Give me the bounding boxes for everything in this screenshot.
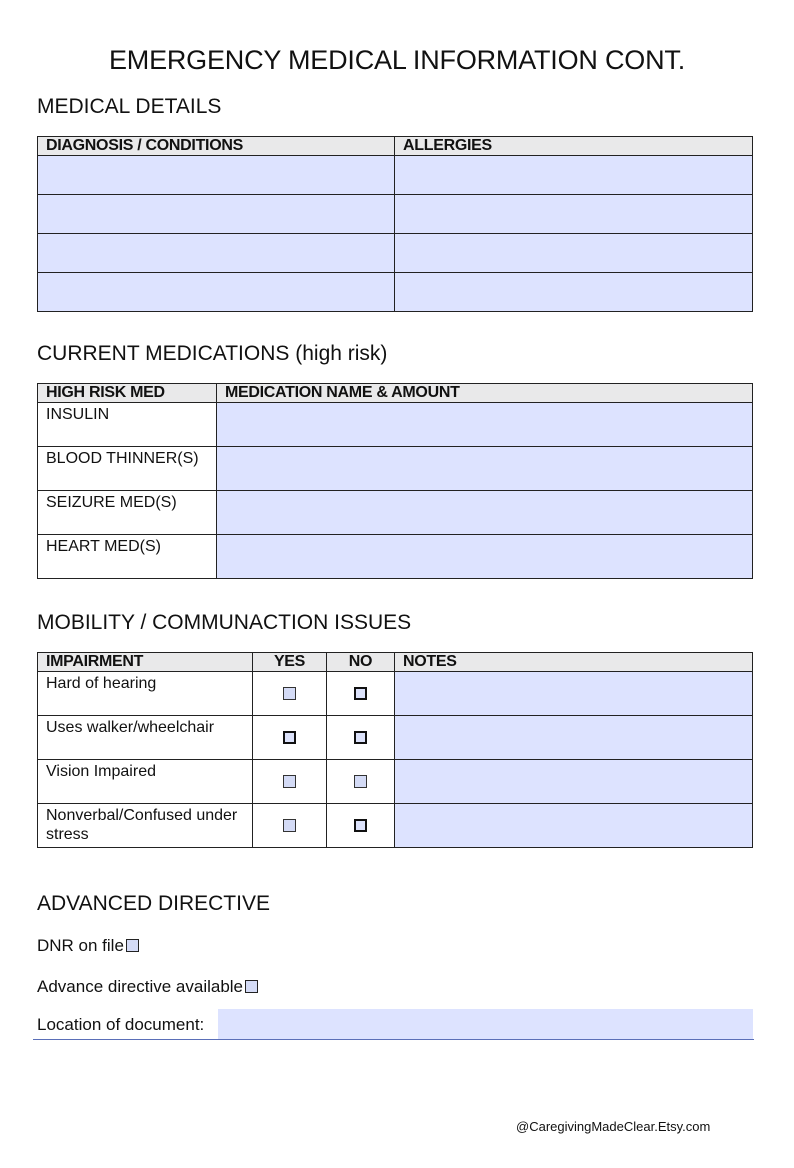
mobility-heading: MOBILITY / COMMUNACTION ISSUES bbox=[37, 611, 412, 634]
diagnosis-field[interactable] bbox=[38, 195, 395, 234]
no-checkbox[interactable] bbox=[354, 687, 367, 700]
column-header-impairment: IMPAIRMENT bbox=[38, 653, 253, 672]
location-field[interactable] bbox=[218, 1009, 753, 1039]
dnr-row bbox=[37, 936, 139, 956]
column-header-no: NO bbox=[327, 653, 395, 672]
impairment-label: Vision Impaired bbox=[38, 760, 253, 804]
allergies-field[interactable] bbox=[395, 234, 753, 273]
allergies-field[interactable] bbox=[395, 156, 753, 195]
column-header-notes: NOTES bbox=[395, 653, 753, 672]
medical-details-heading: MEDICAL DETAILS bbox=[37, 95, 222, 118]
notes-field[interactable] bbox=[395, 716, 753, 760]
diagnosis-field[interactable] bbox=[38, 273, 395, 312]
column-header-diagnosis: DIAGNOSIS / CONDITIONS bbox=[38, 137, 395, 156]
impairment-label: Uses walker/wheelchair bbox=[38, 716, 253, 760]
impairment-label: Nonverbal/Confused under stress bbox=[38, 804, 253, 848]
notes-field[interactable] bbox=[395, 804, 753, 848]
allergies-field[interactable] bbox=[395, 195, 753, 234]
med-row-label: BLOOD THINNER(S) bbox=[38, 447, 217, 491]
medical-details-table bbox=[37, 136, 753, 312]
no-checkbox[interactable] bbox=[354, 775, 367, 788]
location-underline bbox=[33, 1039, 754, 1040]
mobility-table bbox=[37, 652, 753, 848]
medication-field[interactable] bbox=[217, 491, 753, 535]
directive-available-label: Advance directive available bbox=[37, 977, 244, 996]
med-row-label: SEIZURE MED(S) bbox=[38, 491, 217, 535]
medications-heading: CURRENT MEDICATIONS (high risk) bbox=[37, 342, 388, 365]
impairment-label: Hard of hearing bbox=[38, 672, 253, 716]
yes-checkbox[interactable] bbox=[283, 731, 296, 744]
yes-checkbox[interactable] bbox=[283, 819, 296, 832]
medications-table bbox=[37, 383, 753, 579]
notes-field[interactable] bbox=[395, 672, 753, 716]
directive-available-row bbox=[37, 977, 258, 997]
yes-checkbox[interactable] bbox=[283, 775, 296, 788]
column-header-yes: YES bbox=[253, 653, 327, 672]
medication-field[interactable] bbox=[217, 403, 753, 447]
yes-checkbox[interactable] bbox=[283, 687, 296, 700]
notes-field[interactable] bbox=[395, 760, 753, 804]
page-title: EMERGENCY MEDICAL INFORMATION CONT. bbox=[108, 45, 686, 75]
med-row-label: INSULIN bbox=[38, 403, 217, 447]
column-header-allergies: ALLERGIES bbox=[395, 137, 753, 156]
location-label: Location of document: bbox=[37, 1015, 205, 1034]
diagnosis-field[interactable] bbox=[38, 234, 395, 273]
allergies-field[interactable] bbox=[395, 273, 753, 312]
diagnosis-field[interactable] bbox=[38, 156, 395, 195]
medication-field[interactable] bbox=[217, 535, 753, 579]
no-checkbox[interactable] bbox=[354, 819, 367, 832]
med-row-label: HEART MED(S) bbox=[38, 535, 217, 579]
directive-heading: ADVANCED DIRECTIVE bbox=[37, 892, 270, 915]
dnr-checkbox[interactable] bbox=[126, 939, 139, 952]
column-header-medication-name: MEDICATION NAME & AMOUNT bbox=[217, 384, 753, 403]
column-header-high-risk-med: HIGH RISK MED bbox=[38, 384, 217, 403]
footer-credit: @CaregivingMadeClear.Etsy.com bbox=[516, 1119, 711, 1134]
no-checkbox[interactable] bbox=[354, 731, 367, 744]
directive-available-checkbox[interactable] bbox=[245, 980, 258, 993]
dnr-label: DNR on file bbox=[37, 936, 124, 955]
medication-field[interactable] bbox=[217, 447, 753, 491]
